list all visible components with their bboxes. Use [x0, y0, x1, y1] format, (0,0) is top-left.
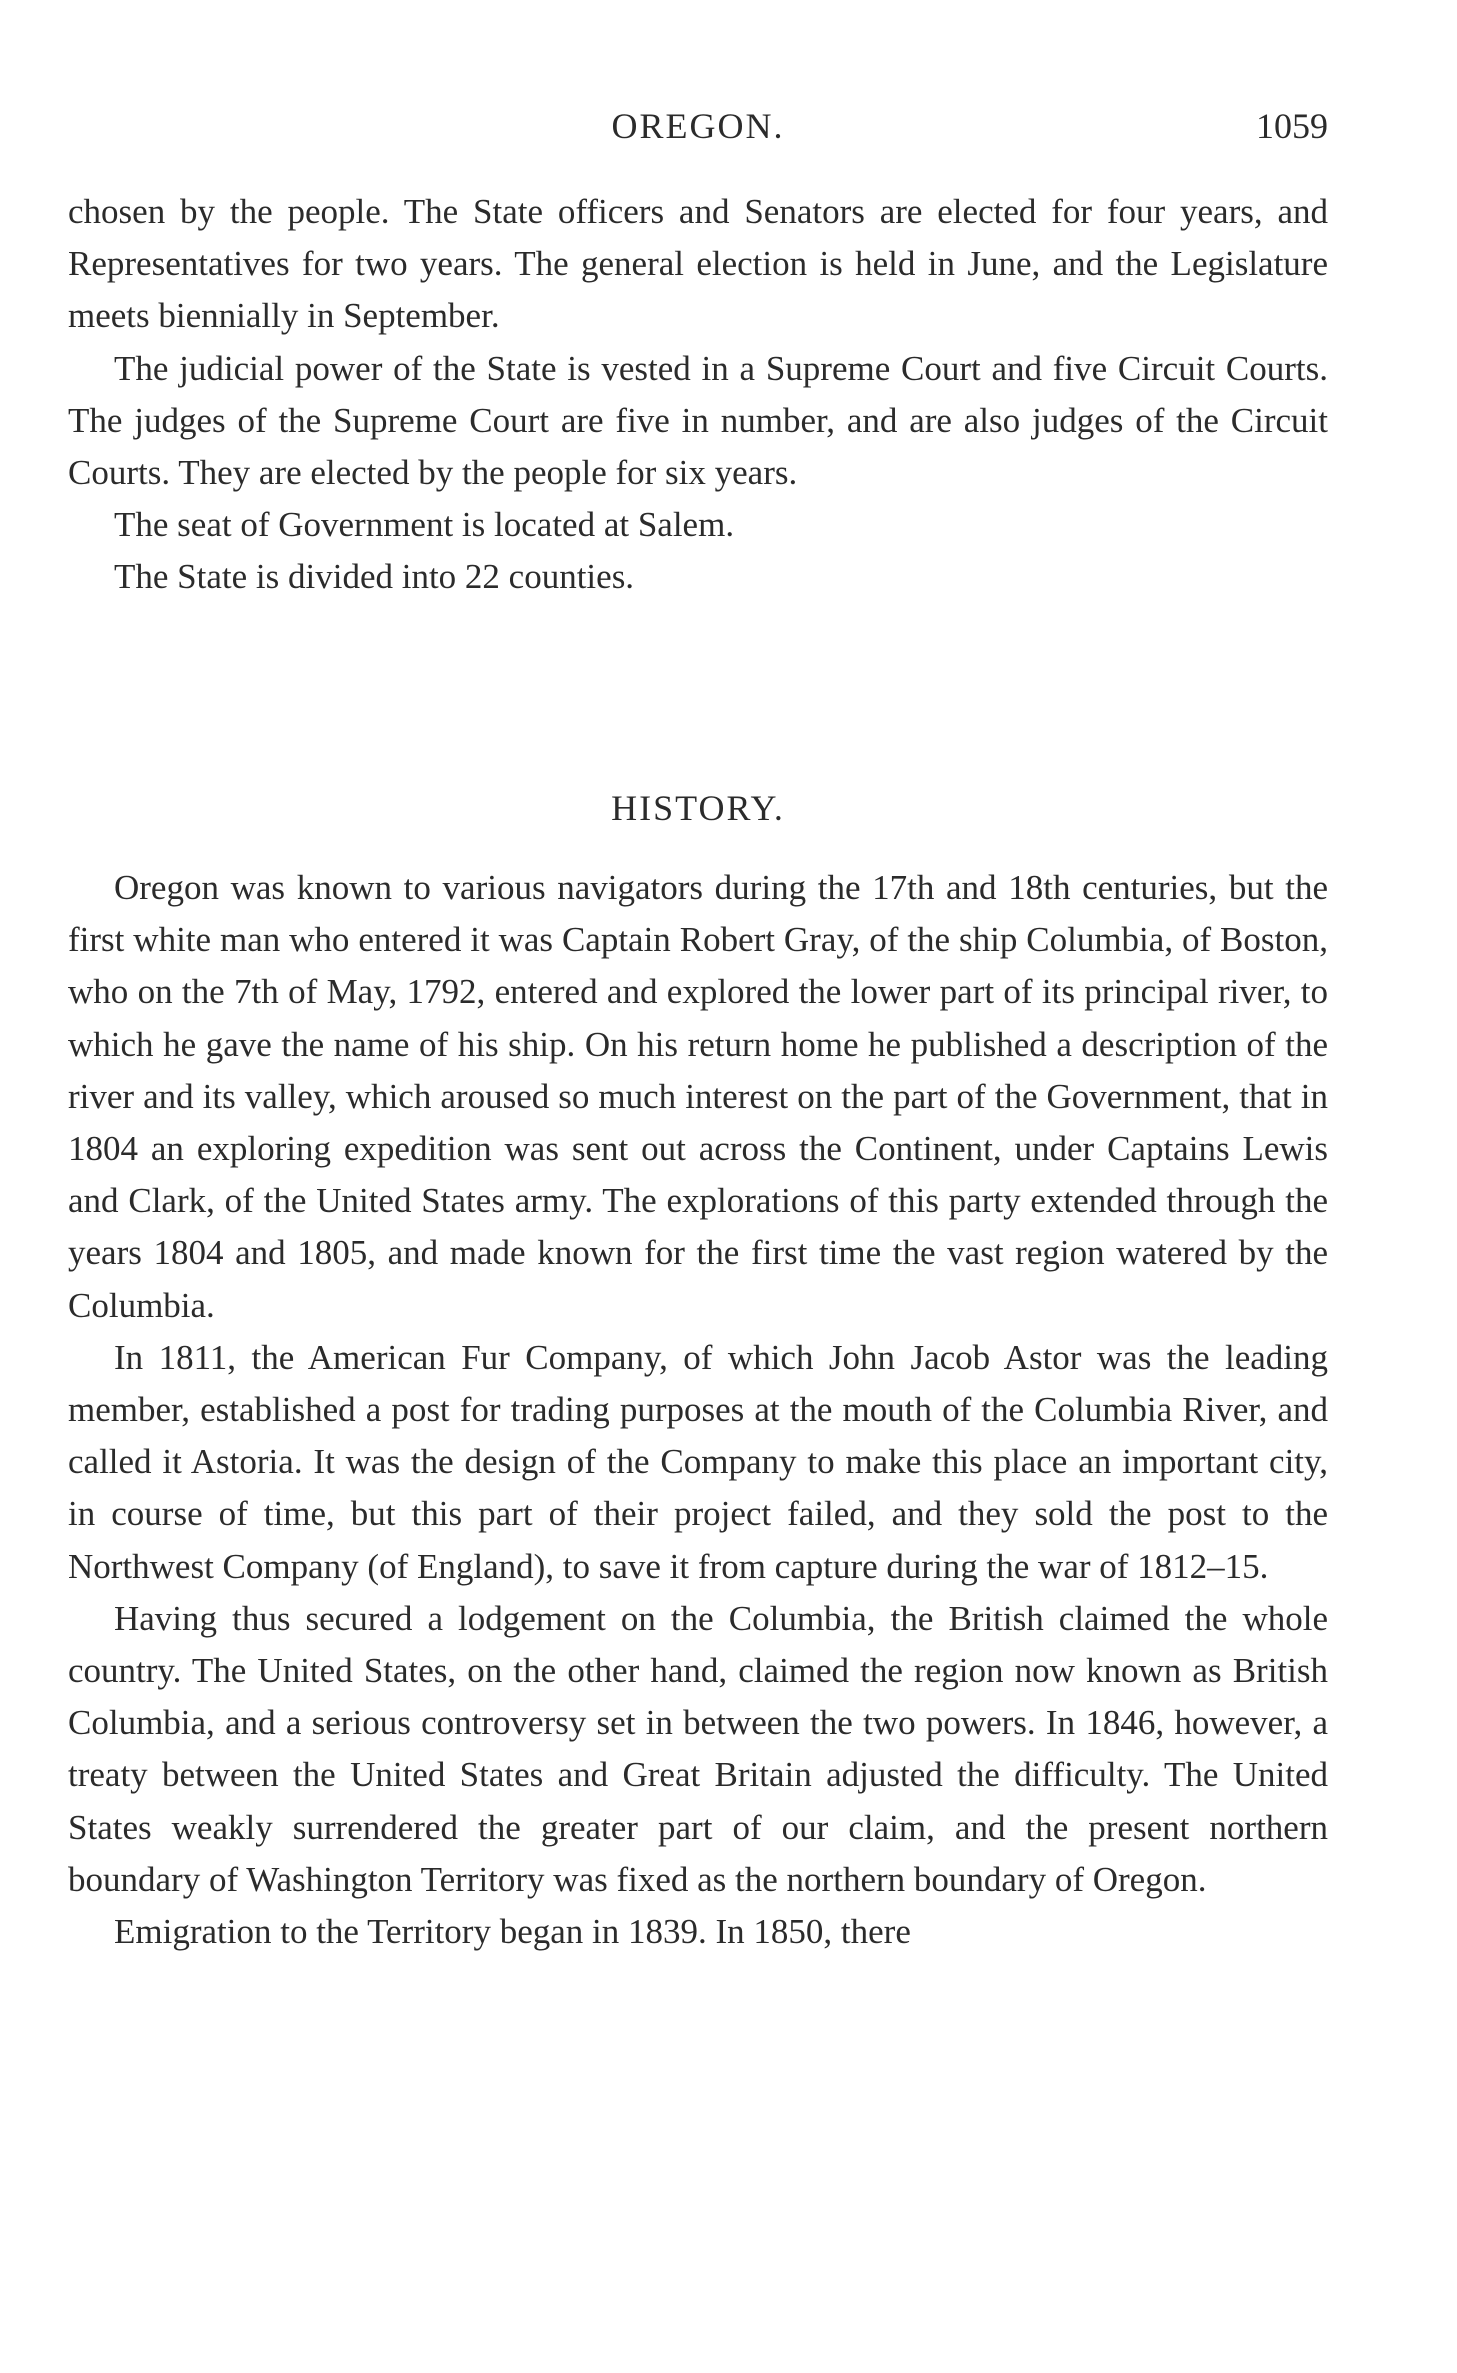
paragraph-seat-of-government: The seat of Government is located at Salem. [114, 505, 735, 545]
paragraph-boundary-dispute: Having thus secured a lodgement on the Columbia, the British claimed the whole country. The United States, on the other hand, claimed the region now known as British Columbia, and a serious controversy set in between the two powers. In 1846, however, a treaty between the United States and Great Britain adjusted the difficulty. The United States weakly surrendered the greater part of our claim, and the present northern boundary of Washington Territory was fixed as the northern boundary of Oregon. [68, 1598, 1328, 1899]
paragraph-early-exploration: Oregon was known to various navigators during the 17th and 18th centuries, but the first white man who entered it was Captain Robert Gray, of the ship Columbia, of Boston, who on the 7th of May, 1792, entered and explored the lower part of its principal river, to which he gave the name of his ship. On his return home he published a description of the river and its valley, which aroused so much interest on the part of the Government, that in 1804 an exploring expedition was sent out across the Continent, under Captains Lewis and Clark, of the United States army. The explorations of this party extended through the years 1804 and 1805, and made known for the first time the vast region watered by the Columbia. [68, 868, 1328, 1325]
history-section [68, 862, 1328, 1958]
paragraph-election-terms: chosen by the people. The State officers and Senators are elected for four years, and Representatives for two years. The general election is held in June, and the Legislature meets biennially in September. [68, 192, 1328, 336]
page-number: 1059 [1256, 106, 1328, 146]
paragraph-judicial-power: The judicial power of the State is vested in a Supreme Court and five Circuit Courts. The judges of the Supreme Court are five in number, and are also judges of the Circuit Courts. They are elected by the people for six years. [68, 348, 1328, 493]
running-head [68, 104, 1328, 148]
history-heading: HISTORY. [611, 788, 785, 828]
government-section [68, 186, 1328, 604]
paragraph-counties: The State is divided into 22 counties. [114, 557, 635, 597]
paragraph-emigration: Emigration to the Territory began in 1839. In 1850, there [114, 1912, 911, 1952]
paragraph-astoria: In 1811, the American Fur Company, of which John Jacob Astor was the leading member, established a post for trading purposes at the mouth of the Columbia River, and called it Astoria. It was the design of the Company to make this place an important city, in course of time, but this part of their project failed, and they sold the post to the Northwest Company (of England), to save it from capture during the war of 1812–15. [68, 1337, 1328, 1586]
running-title: OREGON. [611, 106, 785, 146]
